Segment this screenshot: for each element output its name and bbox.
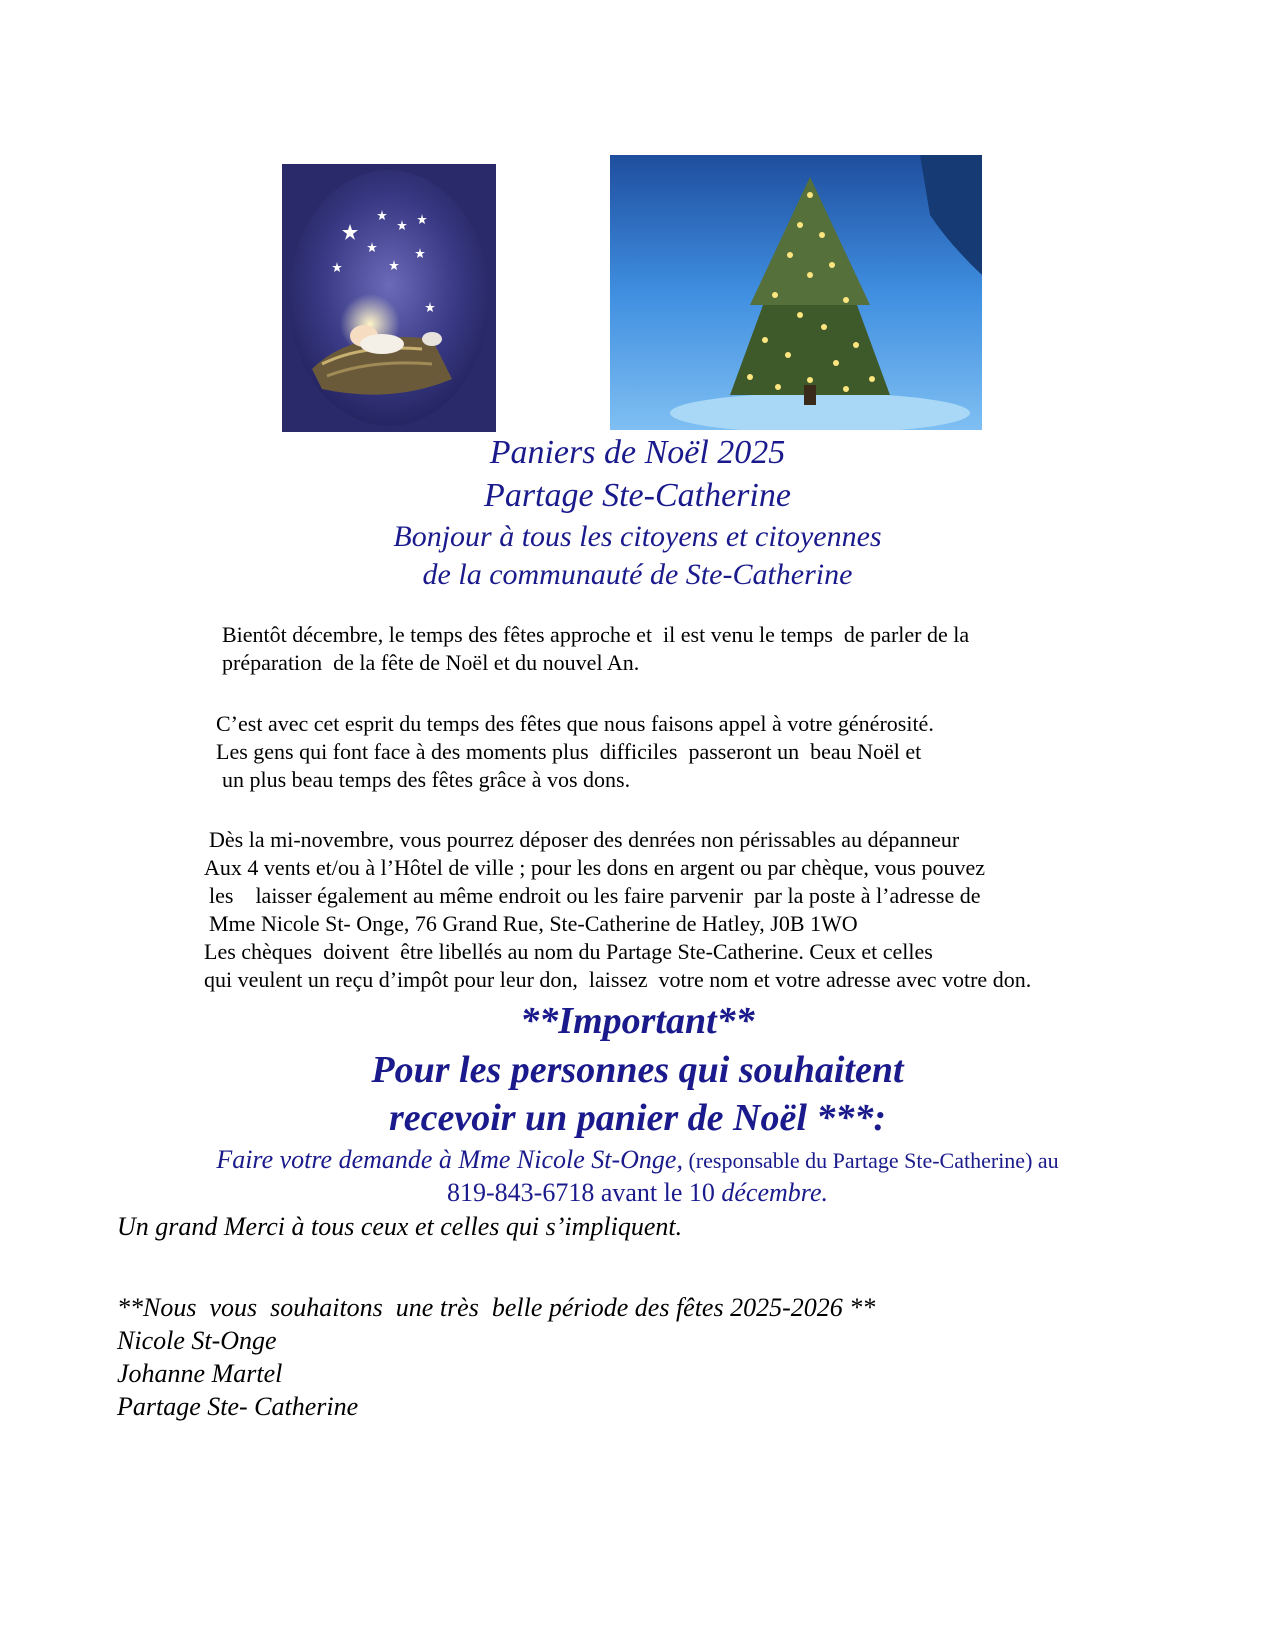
title-line-2: Partage Ste-Catherine bbox=[484, 477, 791, 514]
phone-line bbox=[0, 1177, 1275, 1209]
paragraph-3-line: Mme Nicole St- Onge, 76 Grand Rue, Ste-Catherine de Hatley, J0B 1WO bbox=[209, 911, 858, 936]
christmas-tree-image bbox=[610, 155, 982, 430]
title-line-1: Paniers de Noël 2025 bbox=[489, 434, 786, 471]
important-line-3: recevoir un panier de Noël ***: bbox=[388, 1097, 887, 1139]
paragraph-3-line: qui veulent un reçu d’impôt pour leur don, laissez votre nom et votre adresse avec votre don. bbox=[204, 967, 1032, 992]
paragraph-3-line: les laisser également au même endroit ou les faire parvenir par la poste à l’adresse de bbox=[209, 883, 981, 908]
important-line-2: Pour les personnes qui souhaitent bbox=[371, 1049, 904, 1091]
paragraph-2-line: C’est avec cet esprit du temps des fêtes que nous faisons appel à votre générosité. bbox=[216, 711, 934, 736]
greeting-line-1: Bonjour à tous les citoyens et citoyennes bbox=[393, 520, 882, 553]
thanks-line: Un grand Merci à tous ceux et celles qui s’impliquent. bbox=[117, 1212, 683, 1241]
signer-name: Johanne Martel bbox=[117, 1359, 283, 1388]
paragraph-3-line: Aux 4 vents et/ou à l’Hôtel de ville ; pour les dons en argent ou par chèque, vous pouvez bbox=[204, 855, 986, 880]
paragraph-2-line: Les gens qui font face à des moments plus difficiles passeront un beau Noël et bbox=[216, 739, 922, 764]
paragraph-3-line: Les chèques doivent être libellés au nom du Partage Ste-Catherine. Ceux et celles bbox=[204, 939, 933, 964]
greeting-line-2: de la communauté de Ste-Catherine bbox=[422, 558, 853, 591]
closing-wish: **Nous vous souhaitons une très belle période des fêtes 2025-2026 ** bbox=[117, 1293, 876, 1322]
paragraph-1-line: préparation de la fête de Noël et du nouvel An. bbox=[222, 650, 640, 675]
deadline-month: décembre. bbox=[721, 1178, 828, 1207]
request-contact: Faire votre demande à Mme Nicole St-Onge, bbox=[216, 1145, 683, 1174]
nativity-image bbox=[282, 164, 496, 432]
phone-deadline: 819-843-6718 avant le 10 bbox=[447, 1178, 722, 1207]
signer-name: Nicole St-Onge bbox=[117, 1326, 277, 1355]
paragraph-2-line: un plus beau temps des fêtes grâce à vos dons. bbox=[222, 767, 631, 792]
paragraph-3-line: Dès la mi-novembre, vous pourrez déposer des denrées non périssables au dépanneur bbox=[209, 827, 960, 852]
important-heading: **Important** bbox=[520, 1000, 755, 1042]
signer-organization: Partage Ste- Catherine bbox=[117, 1392, 359, 1421]
request-line bbox=[0, 1144, 1275, 1177]
request-role: (responsable du Partage Ste-Catherine) au bbox=[682, 1148, 1059, 1173]
paragraph-1-line: Bientôt décembre, le temps des fêtes approche et il est venu le temps de parler de la bbox=[222, 622, 970, 647]
